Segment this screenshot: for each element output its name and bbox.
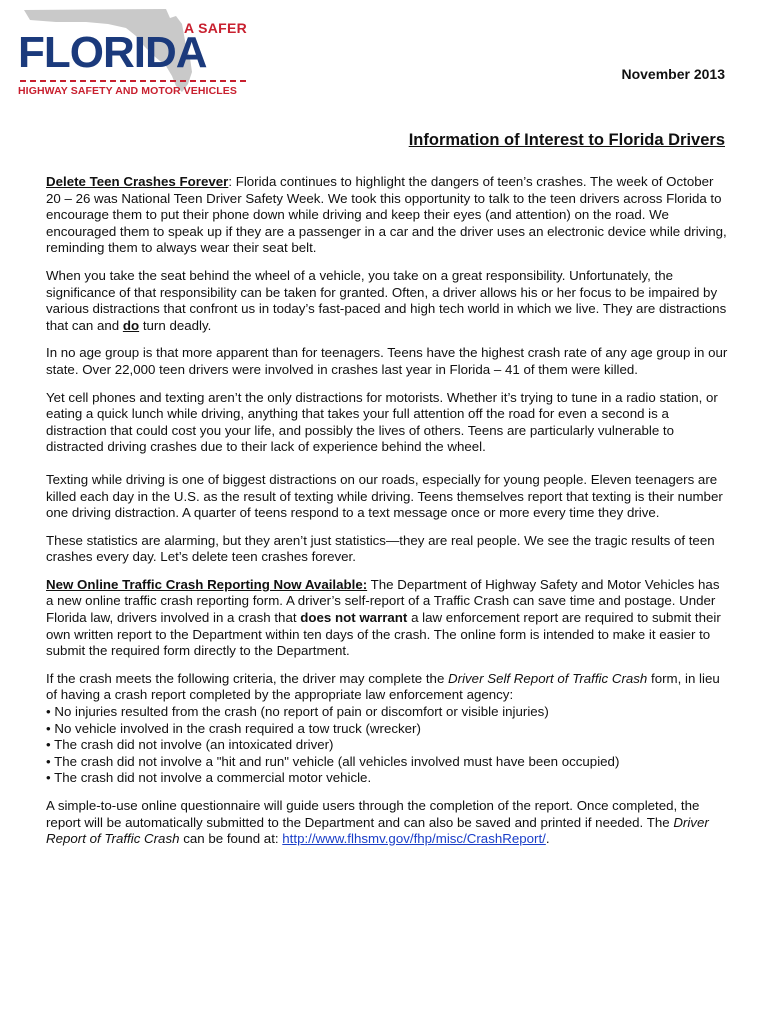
crash-paragraph-3-text-b: can be found at:: [179, 831, 283, 847]
crash-paragraph-3-end: .: [545, 831, 550, 847]
emphasis-does-not-warrant: does not warrant: [300, 610, 408, 626]
teen-paragraph-2-text-a: When you take the seat behind the wheel of a vehicle, you take on a great responsibility. Unfortunately, the significance of that responsibility can be taken for granted. Often, a driver allows his or her focus to be impaired by various distractions that confront us in today’s fast-paced and high tech world in which we live. They are distractions that can and: [46, 267, 727, 333]
criteria-item: • The crash did not involve (an intoxicated driver): [46, 737, 334, 753]
teen-paragraph-5: Texting while driving is one of biggest distractions on our roads, especially for young people. Eleven teenagers are killed each day in the U.S. as the result of texting while driving. Teens themselves report that texting is their number one driving distraction. A quarter of teens respond to a text message once or more every time they drive.: [46, 471, 723, 521]
crash-paragraph-2-text-a: If the crash meets the following criteria, the driver may complete the: [46, 670, 449, 686]
logo-state-name: FLORIDA: [18, 28, 207, 77]
crash-paragraph-1: [46, 577, 728, 660]
teen-paragraph-1-text: : Florida continues to highlight the dangers of teen’s crashes. The week of October 20 – 26 was National Teen Driver Safety Week. We took this opportunity to talk to the teen drivers across Florida to encourage them to put their phone down while driving and keep their eyes (and attention) on the road. We encouraged them to speak up if they are a passenger in a car and the driver uses an electronic device while driving, reminding them to always wear their seat belt.: [46, 174, 727, 256]
teen-paragraph-6: These statistics are alarming, but they aren’t just statistics—they are real people. We see the tragic results of teen crashes every day. Let’s delete teen crashes forever.: [46, 532, 715, 565]
form-name-driver-report: Driver Report of Traffic Crash: [46, 814, 709, 847]
emphasis-do: do: [122, 317, 140, 333]
logo-department: HIGHWAY SAFETY AND MOTOR VEHICLES: [18, 85, 237, 97]
criteria-item: • No injuries resulted from the crash (no report of pain or discomfort or visible injuries): [46, 704, 549, 720]
document-body: [46, 174, 728, 859]
crash-paragraph-1-text-b: a law enforcement report are required to submit their own written report to the Department within ten days of the crash. The online form is intended to make it easier to submit the required form directly to the Department.: [46, 610, 721, 659]
logo-tagline: A SAFER: [184, 20, 248, 36]
document-title: Information of Interest to Florida Drivers: [408, 131, 725, 149]
teen-paragraph-1: [46, 174, 728, 257]
crash-paragraph-3-text-a: A simple-to-use online questionnaire will guide users through the completion of the report. Once completed, the report will be automatically submitted to the Department and can also be saved and printed if needed. The: [46, 798, 700, 830]
crash-paragraph-3: [46, 798, 728, 848]
criteria-item: • The crash did not involve a "hit and run" vehicle (all vehicles involved must have been occupied): [46, 753, 620, 769]
crash-section-heading: New Online Traffic Crash Reporting Now Available:: [46, 576, 368, 592]
crash-paragraph-2: [46, 671, 728, 704]
teen-paragraph-2-text-b: turn deadly.: [139, 317, 212, 333]
teen-paragraph-3: In no age group is that more apparent than for teenagers. Teens have the highest crash rate of any age group in our state. Over 22,000 teen drivers were involved in crashes last year in Florida – 41 of them were killed.: [46, 345, 728, 377]
logo-divider: [20, 80, 246, 82]
criteria-item: • No vehicle involved in the crash required a tow truck (wrecker): [46, 720, 421, 736]
criteria-item: • The crash did not involve a commercial motor vehicle.: [46, 770, 372, 786]
crash-report-link[interactable]: http://www.flhsmv.gov/fhp/misc/CrashReport/: [282, 831, 546, 847]
teen-paragraph-2: [46, 268, 728, 334]
crash-paragraph-2-text-b: form, in lieu of having a crash report completed by the appropriate law enforcement agency:: [46, 670, 720, 703]
criteria-list: [46, 704, 728, 787]
teen-section-heading: Delete Teen Crashes Forever: [46, 174, 229, 189]
document-date: November 2013: [621, 66, 725, 82]
teen-paragraph-4: Yet cell phones and texting aren’t the only distractions for motorists. Whether it’s trying to tune in a radio station, or eating a quick lunch while driving, anything that takes your full attention off the road for even a second is a distraction that could cost you your life, and possibly the lives of others. Teens are particularly vulnerable to distracted driving crashes due to their lack of experience behind the wheel.: [46, 389, 718, 455]
crash-paragraph-1-text-a: The Department of Highway Safety and Motor Vehicles has a new online traffic crash reporting form. A driver’s self-report of a Traffic Crash can save time and postage. Under Florida law, drivers involved in a crash that: [46, 576, 720, 626]
flhsmv-logo: [16, 6, 248, 100]
form-name-self-report: Driver Self Report of Traffic Crash: [448, 670, 648, 686]
